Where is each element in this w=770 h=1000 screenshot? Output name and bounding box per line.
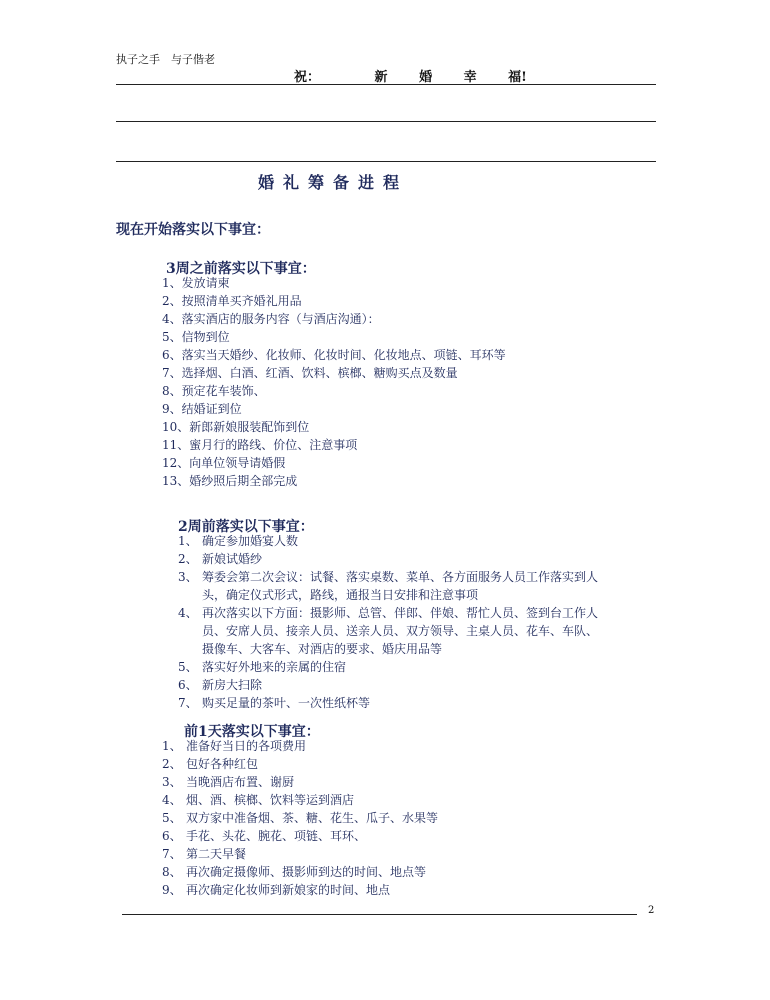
page-title: 婚礼筹备进程 — [258, 173, 409, 192]
item-number: 7、 — [162, 847, 182, 861]
item-text: 落实酒店的服务内容（与酒店沟通）： — [181, 312, 380, 326]
blessing-char: 幸 — [463, 70, 477, 85]
blessing-label: 祝： — [294, 70, 321, 85]
list-item — [162, 310, 506, 328]
checklist — [162, 274, 506, 490]
item-text: 第二天早餐 — [186, 847, 247, 861]
item-number: 6、 — [178, 678, 198, 692]
item-text-line: 摄像车、大客车、对酒店的要求、婚庆用品等 — [202, 642, 443, 656]
item-text: 双方家中准备烟、茶、糖、花生、瓜子、水果等 — [186, 811, 439, 825]
item-text-line: 员、安席人员、接亲人员、送亲人员、双方领导、主桌人员、花车、车队、 — [202, 624, 599, 638]
list-item — [162, 737, 438, 755]
item-text: 婚纱照后期全部完成 — [189, 474, 298, 488]
divider-line — [116, 161, 656, 162]
blessing-char: 婚 — [419, 70, 433, 85]
item-number: 11、 — [162, 438, 190, 452]
header-blessing — [294, 66, 527, 85]
item-number: 3、 — [178, 570, 198, 584]
item-text: 蜜月行的路线、价位、注意事项 — [189, 438, 358, 452]
item-text: 手花、头花、腕花、项链、耳环、 — [186, 829, 367, 843]
item-text: 再次确定摄像师、摄影师到达的时间、地点等 — [186, 865, 427, 879]
list-item — [162, 328, 506, 346]
list-item — [178, 532, 658, 550]
list-item — [162, 382, 506, 400]
item-text: 新房大扫除 — [202, 678, 263, 692]
list-item — [162, 791, 438, 809]
page-number: 2 — [648, 905, 655, 916]
list-item — [162, 400, 506, 418]
item-text-line: 筹委会第二次会议：试餐、落实桌数、菜单、各方面服务人员工作落实到人 — [202, 570, 599, 584]
item-text: 新郎新娘服装配饰到位 — [189, 420, 310, 434]
item-number: 13、 — [162, 474, 190, 488]
list-item — [162, 881, 438, 899]
item-number: 1、 — [162, 739, 182, 753]
header-motto: 执子之手 与子偕老 — [116, 53, 215, 66]
item-text: 落实好外地来的亲属的住宿 — [202, 660, 347, 674]
footer-divider — [122, 914, 637, 915]
divider-line — [116, 121, 656, 122]
list-item — [162, 809, 438, 827]
list-item — [178, 676, 658, 694]
item-number: 4、 — [162, 793, 182, 807]
section-heading: 前1天落实以下事宜： — [184, 724, 320, 740]
blessing-char: 新 — [374, 70, 388, 85]
item-text: 再次确定化妆师到新娘家的时间、地点 — [186, 883, 391, 897]
item-text: 预定花车装饰、 — [181, 384, 266, 398]
list-item — [178, 658, 658, 676]
item-number: 4、 — [178, 606, 198, 620]
item-text: 选择烟、白酒、红酒、饮料、槟榔、糖购买点及数量 — [181, 366, 458, 380]
checklist — [162, 737, 438, 899]
item-number: 5、 — [162, 330, 182, 344]
intro-heading: 现在开始落实以下事宜： — [116, 222, 270, 238]
checklist — [178, 532, 658, 712]
list-item — [162, 436, 506, 454]
item-number: 4、 — [162, 312, 182, 326]
list-item — [162, 863, 438, 881]
item-text: 购买足量的茶叶、一次性纸杯等 — [202, 696, 371, 710]
item-number: 9、 — [162, 883, 182, 897]
item-number: 7、 — [162, 366, 182, 380]
item-text: 按照清单买齐婚礼用品 — [181, 294, 302, 308]
item-number: 1、 — [178, 534, 198, 548]
item-number: 9、 — [162, 402, 182, 416]
header-divider — [116, 84, 656, 85]
item-text-line: 头，确定仪式形式，路线，通报当日安排和注意事项 — [202, 588, 479, 602]
item-text: 向单位领导请婚假 — [189, 456, 286, 470]
item-number: 5、 — [162, 811, 182, 825]
item-text-line: 再次落实以下方面：摄影师、总管、伴郎、伴娘、帮忙人员、签到台工作人 — [202, 606, 599, 620]
item-text: 烟、酒、槟榔、饮料等运到酒店 — [186, 793, 355, 807]
list-item — [178, 568, 658, 604]
item-number: 12、 — [162, 456, 190, 470]
list-item — [178, 604, 658, 658]
section-heading: 2周前落实以下事宜： — [178, 519, 314, 535]
item-number: 8、 — [162, 384, 182, 398]
item-text: 新娘试婚纱 — [202, 552, 263, 566]
list-item — [162, 364, 506, 382]
list-item — [162, 827, 438, 845]
list-item — [162, 274, 506, 292]
item-text: 当晚酒店布置、谢厨 — [186, 775, 295, 789]
list-item — [162, 755, 438, 773]
item-number: 2、 — [178, 552, 198, 566]
item-text: 准备好当日的各项费用 — [186, 739, 307, 753]
item-number: 7、 — [178, 696, 198, 710]
list-item — [162, 346, 506, 364]
item-text: 信物到位 — [181, 330, 230, 344]
list-item — [162, 418, 506, 436]
list-item — [178, 694, 658, 712]
item-text: 包好各种红包 — [186, 757, 259, 771]
list-item — [162, 292, 506, 310]
item-number: 1、 — [162, 276, 182, 290]
item-text: 结婚证到位 — [181, 402, 242, 416]
list-item — [178, 550, 658, 568]
list-item — [162, 472, 506, 490]
list-item — [162, 845, 438, 863]
blessing-char: 福! — [508, 70, 527, 85]
list-item — [162, 454, 506, 472]
list-item — [162, 773, 438, 791]
item-number: 2、 — [162, 757, 182, 771]
item-number: 2、 — [162, 294, 182, 308]
item-number: 6、 — [162, 348, 182, 362]
section-heading: 3周之前落实以下事宜： — [166, 261, 316, 277]
item-number: 3、 — [162, 775, 182, 789]
item-number: 8、 — [162, 865, 182, 879]
item-text: 确定参加婚宴人数 — [202, 534, 299, 548]
item-number: 10、 — [162, 420, 190, 434]
item-text: 发放请柬 — [181, 276, 230, 290]
item-number: 5、 — [178, 660, 198, 674]
item-number: 6、 — [162, 829, 182, 843]
item-text: 落实当天婚纱、化妆师、化妆时间、化妆地点、项链、耳环等 — [181, 348, 506, 362]
